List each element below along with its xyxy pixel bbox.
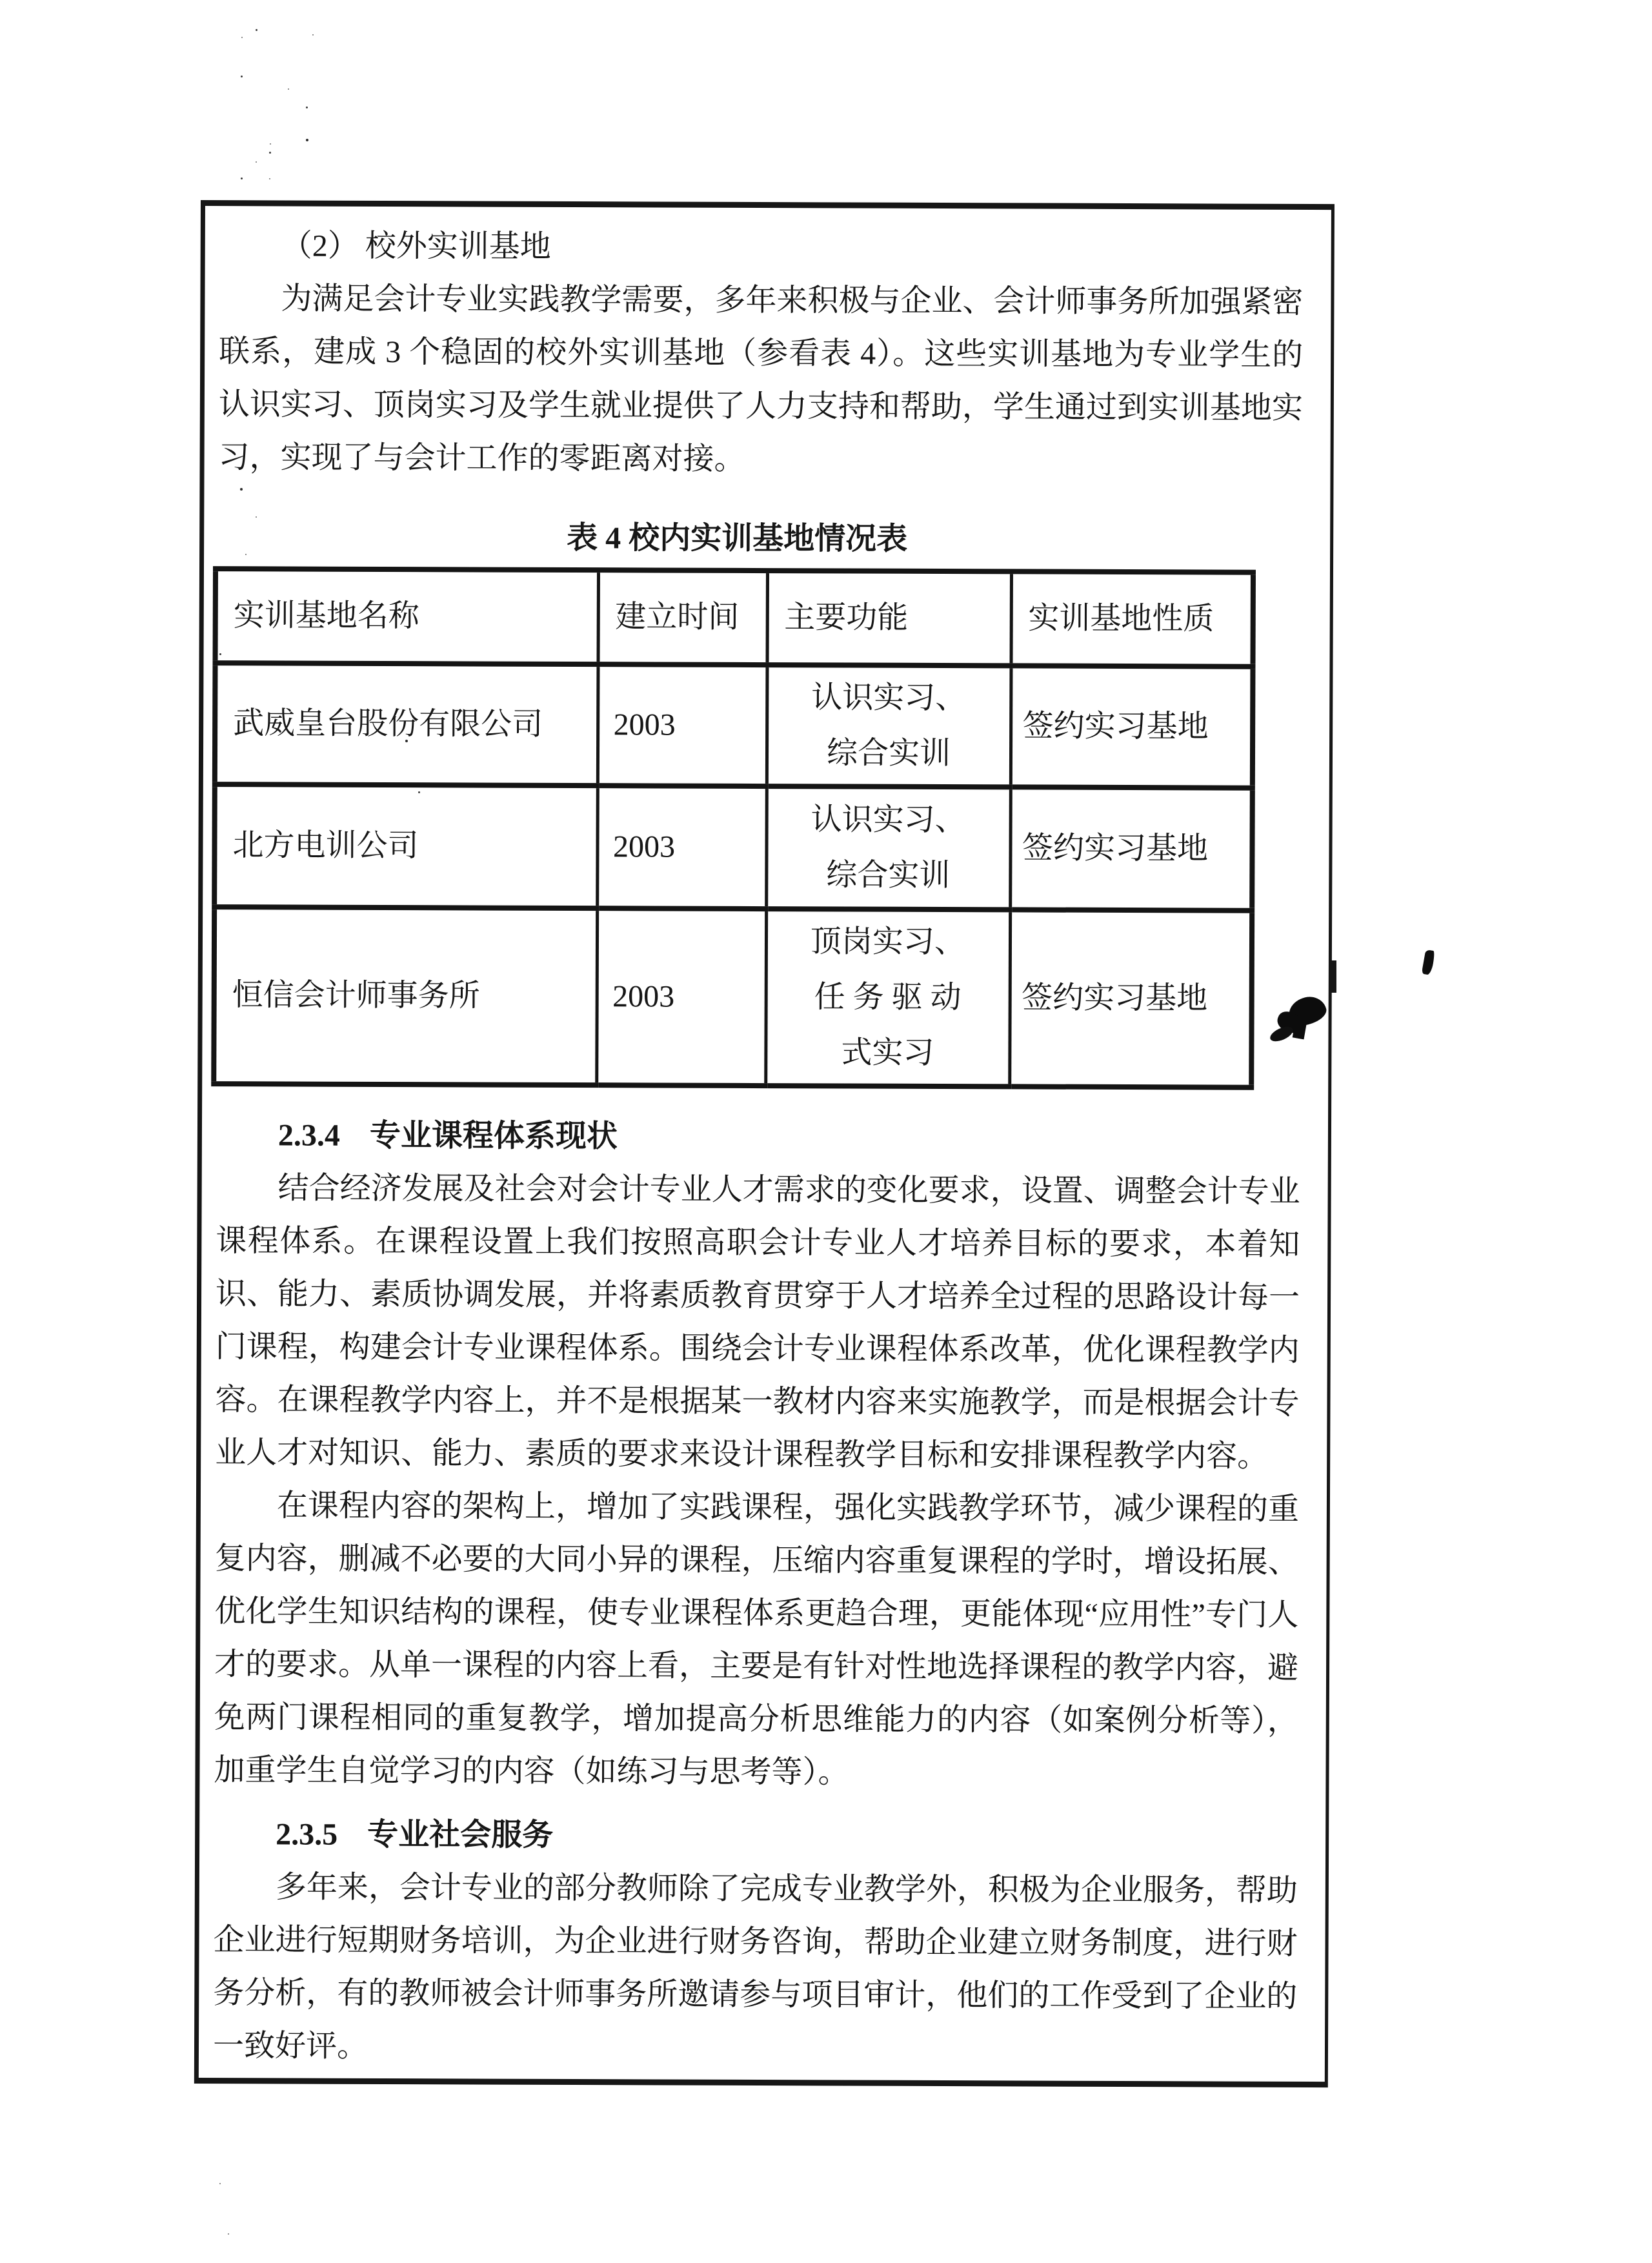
functions-cell: 顶岗实习、 任 务 驱 动 式实习 xyxy=(765,909,1010,1086)
paragraph-1: 为满足会计专业实践教学需要，多年来积极与企业、会计师事务所加强紧密联系，建成 3 个稳固的校外实训基地（参看表 4）。这些实训基地为专业学生的认识实习、顶岗实习及学生就业提供了人力支持和帮助，学生通过到实训基地实习，实现了与会计工作的零距离对接。 xyxy=(218,281,1304,476)
base-name-cell: 武威皇台股份有限公司 xyxy=(215,663,598,786)
paragraph-2: 结合经济发展及社会对会计专业人才需求的变化要求，设置、调整会计专业课程体系。在课程设置上我们按照高职会计专业人才培养目标的要求，本着知识、能力、素质协调发展，并将素质教育贯穿于人才培养全过程的思路设计每一门课程，构建会计专业课程体系。围绕会计专业课程体系改革，优化课程教学内容。在课程教学内容上，并不是根据某一教材内容来实施教学，而是根据会计专业人才对知识、能力、素质的要求来设计课程教学目标和安排课程教学内容。 xyxy=(215,1171,1300,1474)
section-title: 专业社会服务 xyxy=(367,1817,554,1852)
nature-cell: 签约实习基地 xyxy=(1010,787,1253,910)
functions-cell: 认识实习、 综合实训 xyxy=(766,786,1011,909)
paper-speck xyxy=(306,139,308,141)
section-number: 2.3.5 xyxy=(276,1817,338,1852)
established-cell: 2003 xyxy=(596,908,766,1086)
paper-speck xyxy=(219,2183,221,2184)
paper-speck xyxy=(241,37,243,38)
paper-speck xyxy=(228,2233,229,2235)
subsection-marker: （2） xyxy=(281,228,359,263)
section-number: 2.3.4 xyxy=(277,1118,341,1153)
column-header-established: 建立时间 xyxy=(598,570,767,665)
ink-comma-mark xyxy=(1422,949,1435,975)
paper-speck xyxy=(256,29,257,31)
border-smudge-mark xyxy=(1331,960,1336,993)
base-name-cell: 北方电训公司 xyxy=(214,784,598,908)
paper-speck xyxy=(269,152,271,154)
paper-speck xyxy=(269,178,270,179)
nature-cell: 签约实习基地 xyxy=(1009,909,1252,1087)
ink-blot-mark xyxy=(1274,996,1330,1050)
nature-cell: 签约实习基地 xyxy=(1011,665,1253,787)
table-title: 表 4 校内实训基地情况表 xyxy=(567,520,908,556)
table-row xyxy=(214,784,1253,911)
section-heading-2-3-4 xyxy=(216,1108,1300,1166)
column-header-functions: 主要功能 xyxy=(767,571,1011,665)
paragraph-3: 在课程内容的架构上，增加了实践课程，强化实践教学环节，减少课程的重复内容，删减不必要的大同小异的课程，压缩内容重复课程的学时，增设拓展、优化学生知识结构的课程，使专业课程体系更趋合理，更能体现“应用性”专门人才的要求。从单一课程的内容上看，主要是有针对性地选择课程的教学内容，避免两门课程相同的重复教学，增加提高分析思维能力的内容（如案例分析等），加重学生自觉学习的内容（如练习与思考等）。 xyxy=(214,1488,1300,1790)
base-name-cell: 恒信会计师事务所 xyxy=(214,907,597,1085)
functions-cell: 认识实习、 综合实训 xyxy=(767,665,1011,787)
subsection-heading xyxy=(219,219,1304,276)
paper-speck xyxy=(306,107,308,108)
paper-speck xyxy=(256,161,257,163)
paper-speck xyxy=(288,88,289,90)
paper-speck xyxy=(241,178,243,179)
established-cell: 2003 xyxy=(597,786,767,909)
training-base-table xyxy=(211,566,1256,1090)
document-frame xyxy=(194,200,1335,2087)
paragraph-4: 多年来，会计专业的部分教师除了完成专业教学外，积极为企业服务，帮助企业进行短期财务培训，为企业进行财务咨询，帮助企业建立财务制度，进行财务分析，有的教师被会计师事务所邀请参与项目审计，他们的工作受到了企业的一致好评。 xyxy=(212,1870,1298,2064)
table-row xyxy=(215,663,1253,788)
section-heading-2-3-5 xyxy=(214,1807,1298,1865)
table-row xyxy=(214,907,1252,1088)
section-title: 专业课程体系现状 xyxy=(369,1118,618,1154)
column-header-base-name: 实训基地名称 xyxy=(215,569,598,664)
paper-speck xyxy=(241,76,243,77)
paper-speck xyxy=(270,143,271,145)
column-header-nature: 实训基地性质 xyxy=(1011,571,1253,666)
established-cell: 2003 xyxy=(598,664,767,786)
subsection-title: 校外实训基地 xyxy=(365,228,551,264)
paper-speck xyxy=(312,34,314,36)
table-header-row xyxy=(215,569,1253,667)
